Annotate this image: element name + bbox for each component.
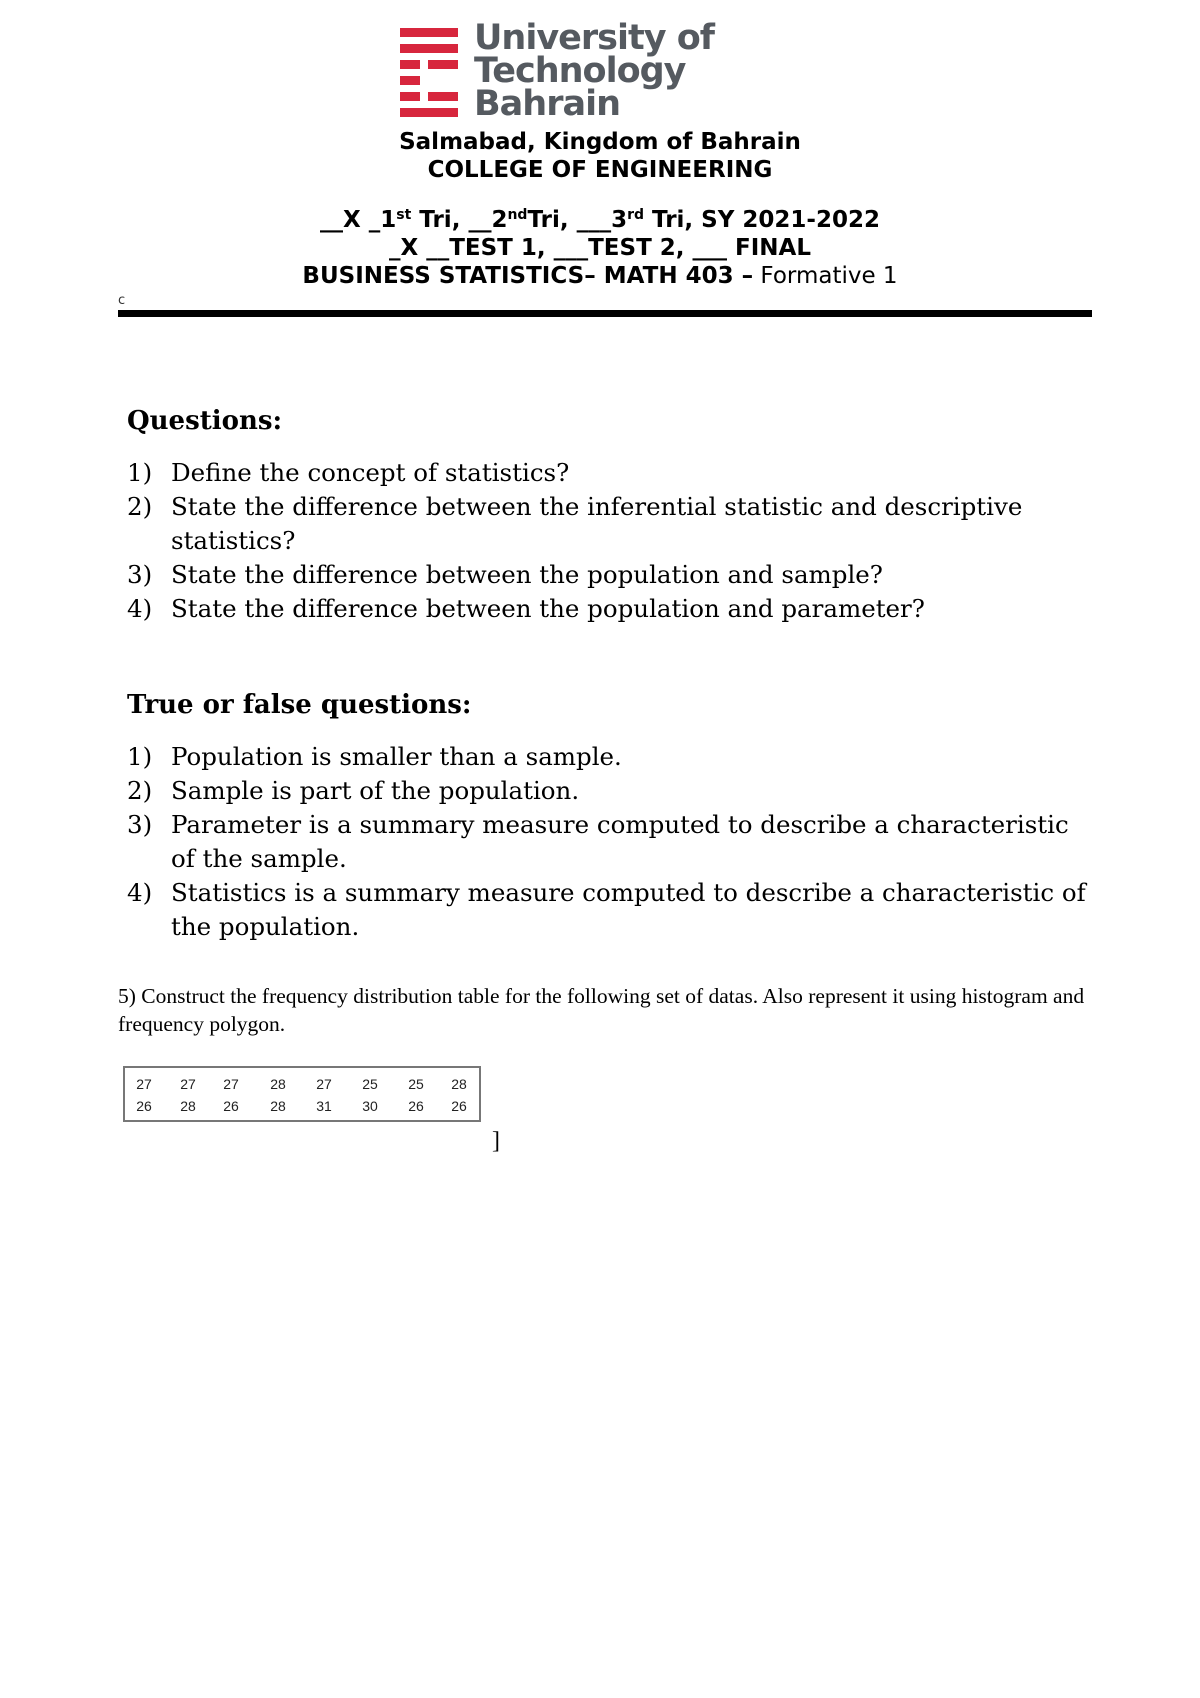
trimester-3-sup: rd <box>627 207 645 223</box>
data-cell: 27 <box>223 1076 239 1092</box>
assessment-label: Formative 1 <box>753 263 898 289</box>
location-line: Salmabad, Kingdom of Bahrain <box>399 129 801 155</box>
trimester-3: Tri, ___3 <box>527 207 628 233</box>
question-5-text: 5) Construct the frequency distribution table for the following set of datas. Also represent it using histogram and frequency polygon. <box>118 984 1085 1036</box>
data-cell: 27 <box>136 1076 152 1092</box>
college-line: COLLEGE OF ENGINEERING <box>427 157 773 183</box>
data-cell: 28 <box>270 1098 286 1114</box>
question-text: State the difference between the inferential statistic and descriptive statistics? <box>171 492 1023 555</box>
university-logo <box>400 18 730 126</box>
exam-type-line: _X __TEST 1, ___TEST 2, ___ FINAL <box>388 235 812 261</box>
question-number: 1) <box>127 458 153 487</box>
true-false-list <box>127 740 1087 944</box>
question-text: State the difference between the population and parameter? <box>171 594 925 623</box>
true-false-heading: True or false questions: <box>127 690 472 720</box>
question-text: Define the concept of statistics? <box>171 458 570 487</box>
data-row-2 <box>125 1098 479 1120</box>
true-false-number: 3) <box>127 810 153 839</box>
data-row-1 <box>125 1076 479 1098</box>
course-title: BUSINESS STATISTICS– MATH 403 – <box>302 263 754 289</box>
data-cell: 25 <box>408 1076 424 1092</box>
true-false-number: 1) <box>127 742 153 771</box>
data-set-table <box>123 1066 481 1122</box>
logo-text <box>474 18 714 124</box>
data-cell: 26 <box>451 1098 467 1114</box>
question-text: State the difference between the population and sample? <box>171 560 883 589</box>
questions-list <box>127 456 1087 626</box>
true-false-item <box>127 740 1087 774</box>
logo-bars-icon <box>400 28 462 128</box>
data-cell: 26 <box>408 1098 424 1114</box>
question-number: 2) <box>127 492 153 521</box>
question-number: 4) <box>127 594 153 623</box>
trimester-1: __X _1 <box>320 207 397 233</box>
school-year: Tri, SY 2021-2022 <box>644 207 880 233</box>
course-line <box>0 262 1200 290</box>
question-item <box>127 558 1087 592</box>
trimester-1-sup: st <box>396 207 412 223</box>
true-false-item <box>127 876 1087 944</box>
logo-line-1: University of <box>474 18 714 58</box>
data-cell: 27 <box>180 1076 196 1092</box>
data-cell: 28 <box>451 1076 467 1092</box>
true-false-number: 4) <box>127 878 153 907</box>
true-false-item <box>127 774 1087 808</box>
data-cell: 28 <box>180 1098 196 1114</box>
true-false-text: Sample is part of the population. <box>171 776 580 805</box>
true-false-text: Parameter is a summary measure computed to describe a characteristic of the sample. <box>171 810 1069 873</box>
data-cell: 26 <box>223 1098 239 1114</box>
question-item <box>127 490 1087 558</box>
questions-heading: Questions: <box>127 406 283 436</box>
data-cell: 28 <box>270 1076 286 1092</box>
data-cell: 26 <box>136 1098 152 1114</box>
data-cell: 27 <box>316 1076 332 1092</box>
data-cell: 31 <box>316 1098 332 1114</box>
stray-character: c <box>118 293 126 308</box>
trimester-2-sup: nd <box>507 207 528 223</box>
true-false-text: Population is smaller than a sample. <box>171 742 622 771</box>
true-false-item <box>127 808 1087 876</box>
question-number: 3) <box>127 560 153 589</box>
data-cell: 25 <box>362 1076 378 1092</box>
logo-line-2: Technology <box>474 51 686 91</box>
stray-bracket: ] <box>492 1128 500 1154</box>
data-cell: 30 <box>362 1098 378 1114</box>
question-item <box>127 456 1087 490</box>
header-divider <box>118 310 1092 317</box>
question-item <box>127 592 1087 626</box>
logo-line-3: Bahrain <box>474 84 621 124</box>
true-false-number: 2) <box>127 776 153 805</box>
trimester-line <box>0 206 1200 234</box>
trimester-2: Tri, __2 <box>411 207 508 233</box>
true-false-text: Statistics is a summary measure computed to describe a characteristic of the population. <box>171 878 1086 941</box>
